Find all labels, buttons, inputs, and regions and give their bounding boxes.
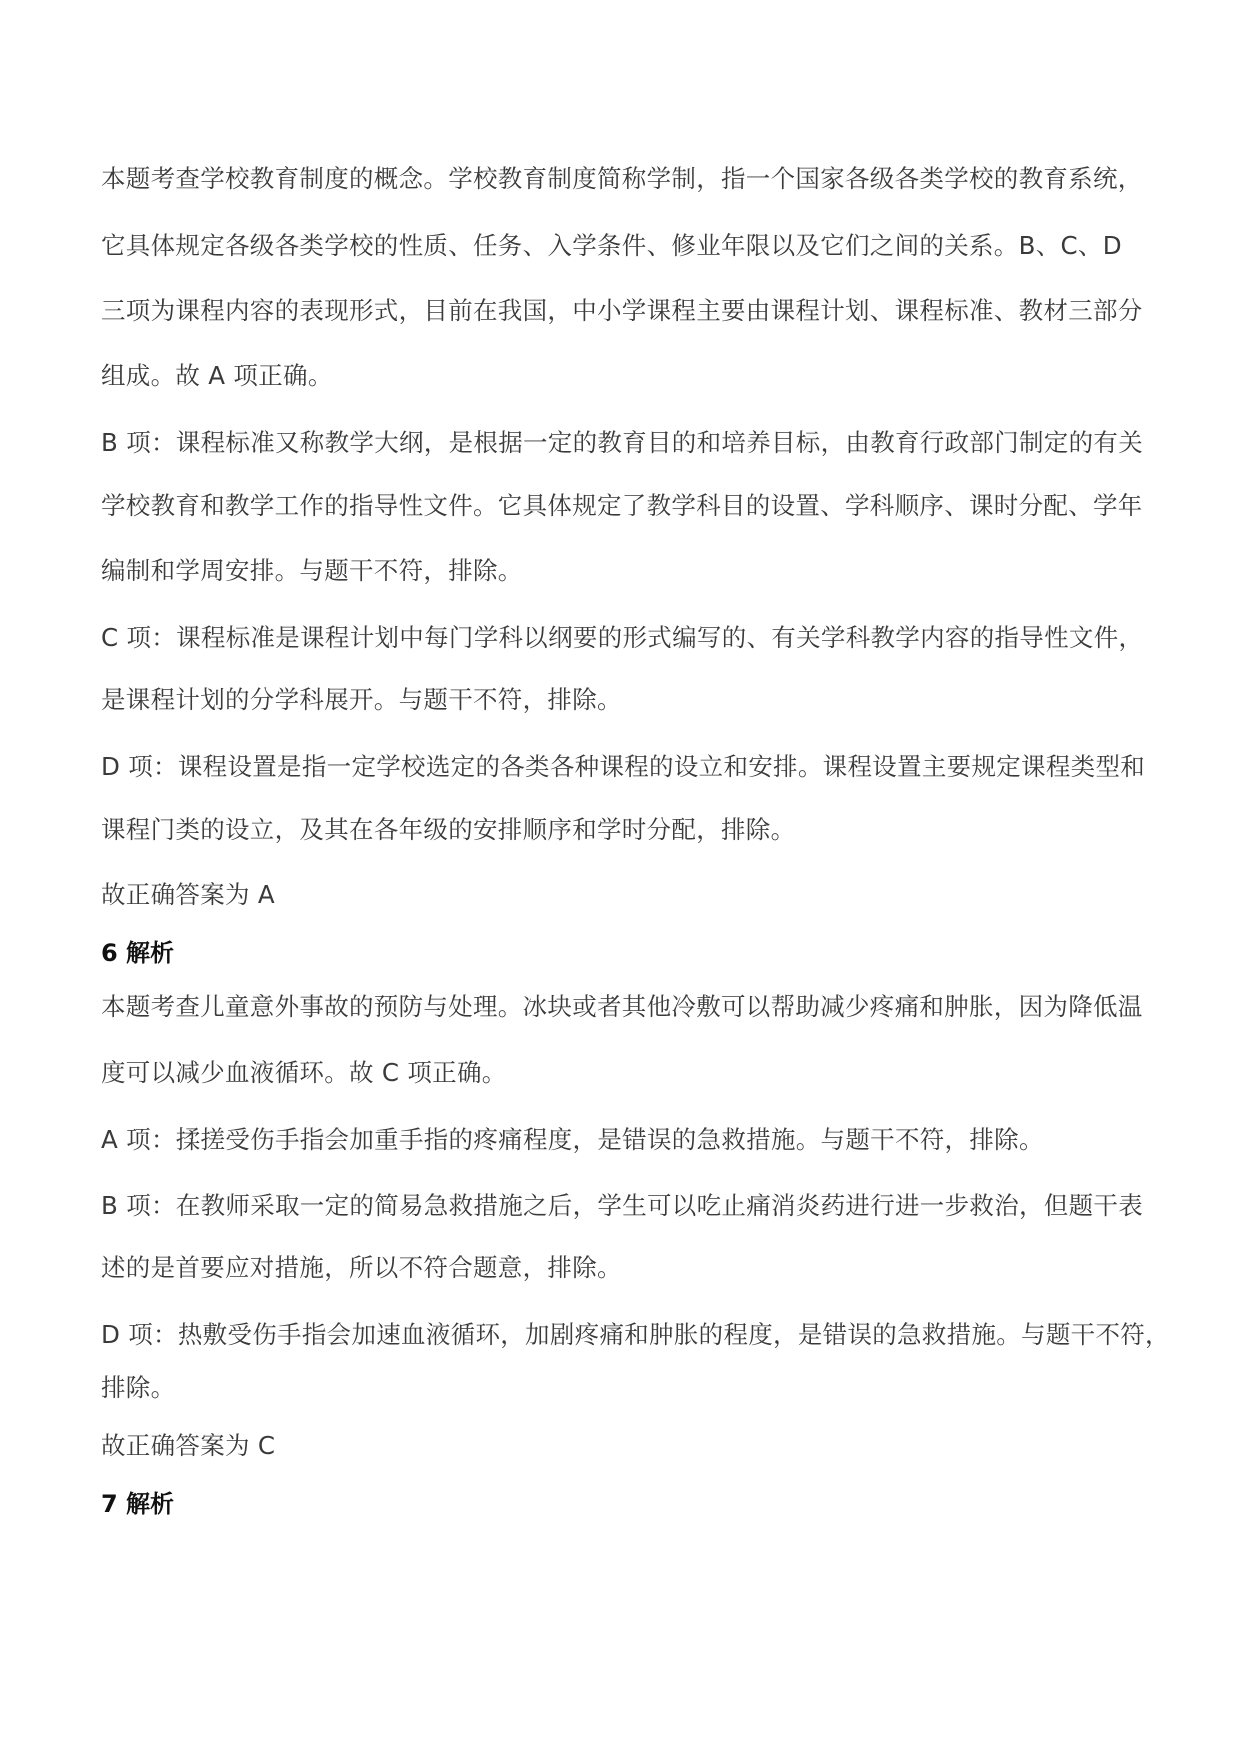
text-line: A 项：揉搓受伤手指会加重手指的疼痛程度，是错误的急救措施。与题干不符，排除。	[101, 1125, 1044, 1154]
text-line: 本题考查学校教育制度的概念。学校教育制度简称学制，指一个国家各级各类学校的教育系统，	[101, 164, 1143, 193]
section-heading: 7 解析	[101, 1490, 175, 1518]
text-line: 本题考查儿童意外事故的预防与处理。冰块或者其他冷敷可以帮助减少疼痛和肿胀，因为降低温	[101, 992, 1143, 1021]
text-line: D 项：热敷受伤手指会加速血液循环，加剧疼痛和肿胀的程度，是错误的急救措施。与题干不符，	[101, 1320, 1170, 1349]
text-line: 组成。故 A 项正确。	[101, 361, 333, 390]
text-line: 三项为课程内容的表现形式，目前在我国，中小学课程主要由课程计划、课程标准、教材三部分	[101, 296, 1143, 325]
text-line: 是课程计划的分学科展开。与题干不符，排除。	[101, 685, 622, 714]
text-line: C 项：课程标准是课程计划中每门学科以纲要的形式编写的、有关学科教学内容的指导性文件，	[101, 623, 1144, 652]
section-heading: 6 解析	[101, 939, 175, 967]
text-line: 课程门类的设立，及其在各年级的安排顺序和学时分配，排除。	[101, 815, 796, 844]
text-line: 述的是首要应对措施，所以不符合题意，排除。	[101, 1253, 622, 1282]
text-line: 排除。	[101, 1373, 176, 1402]
text-line: 学校教育和教学工作的指导性文件。它具体规定了教学科目的设置、学科顺序、课时分配、学年	[101, 491, 1143, 520]
answer-line: 故正确答案为 A	[101, 880, 275, 909]
text-line: 它具体规定各级各类学校的性质、任务、入学条件、修业年限以及它们之间的关系。B、C、D	[101, 231, 1122, 260]
text-line: D 项：课程设置是指一定学校选定的各类各种课程的设立和安排。课程设置主要规定课程类型和	[101, 752, 1146, 781]
text-line: 度可以减少血液循环。故 C 项正确。	[101, 1058, 507, 1087]
answer-line: 故正确答案为 C	[101, 1431, 276, 1460]
text-line: B 项：在教师采取一定的简易急救措施之后，学生可以吃止痛消炎药进行进一步救治，但题干表	[101, 1191, 1143, 1220]
text-line: 编制和学周安排。与题干不符，排除。	[101, 556, 523, 585]
text-line: B 项：课程标准又称教学大纲，是根据一定的教育目的和培养目标，由教育行政部门制定的有关	[101, 428, 1143, 457]
